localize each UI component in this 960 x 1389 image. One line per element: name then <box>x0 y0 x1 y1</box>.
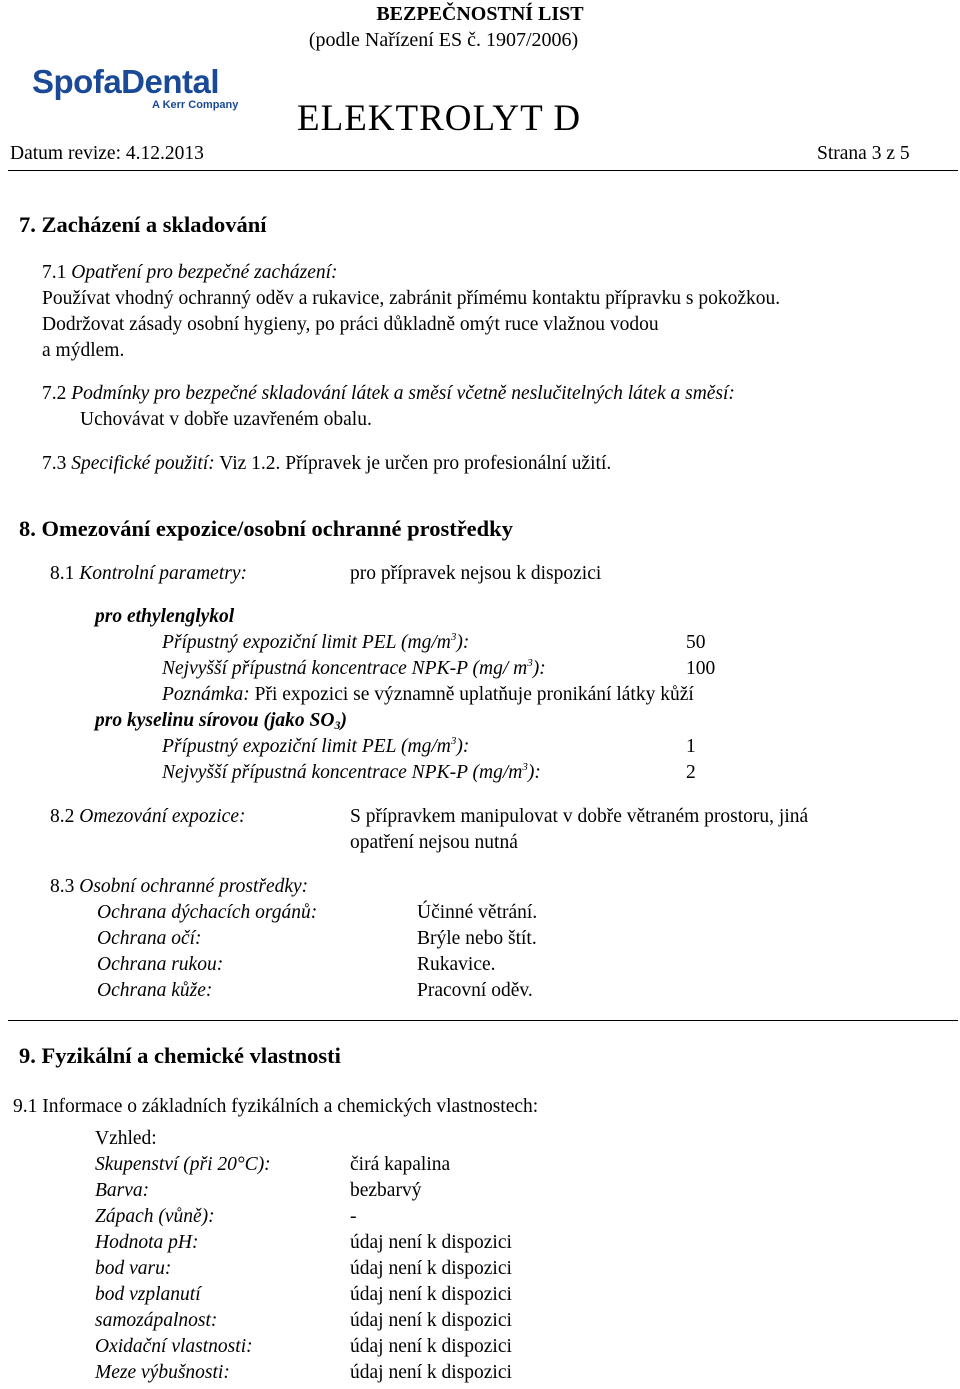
section-8-3-number: 8.3 <box>50 876 75 897</box>
doc-title: BEZPEČNOSTNÍ LIST <box>376 3 584 25</box>
note-label: Poznámka: <box>162 684 250 705</box>
regulation-subtitle: (podle Nařízení ES č. 1907/2006) <box>308 29 579 51</box>
section-8-title: 8. Omezování expozice/osobní ochranné prostředky <box>19 516 513 541</box>
property-value-oxidizing: údaj není k dispozici <box>350 1336 512 1357</box>
property-value-ph: údaj není k dispozici <box>350 1232 512 1253</box>
section-9-title: 9. Fyzikální a chemické vlastnosti <box>19 1043 341 1068</box>
property-label-boiling-point: bod varu: <box>95 1258 172 1279</box>
section-8-1-heading <box>50 563 247 585</box>
section-8-1-number: 8.1 <box>50 563 75 584</box>
appearance-label: Vzhled: <box>95 1128 157 1149</box>
section-7-3-text: Viz 1.2. Přípravek je určen pro profesionální užití. <box>219 453 612 474</box>
ethylene-glycol-npk-value: 100 <box>686 658 716 679</box>
ppe-hands-label: Ochrana rukou: <box>97 954 224 975</box>
property-value-color: bezbarvý <box>350 1180 422 1201</box>
sulfuric-acid-npk-label: Nejvyšší přípustná koncentrace NPK-P $(mg/m^3)$: <box>162 761 541 783</box>
company-logo <box>32 63 239 111</box>
section-7-1-line-3: a mýdlem. <box>42 340 125 361</box>
section-8-2-line-2: opatření nejsou nutná <box>350 832 518 853</box>
property-value-state: čirá kapalina <box>350 1154 451 1175</box>
section-7-1-label: Opatření pro bezpečné zacházení: <box>71 262 338 283</box>
section-8-2-line-1: S přípravkem manipulovat v dobře větraném prostoru, jiná <box>350 806 809 827</box>
section-9-1-label: Informace o základních fyzikálních a chemických vlastnostech: <box>42 1096 539 1117</box>
sulfuric-acid-pel-value: 1 <box>686 736 696 757</box>
property-label-explosive-limits: Meze výbušnosti: <box>95 1362 230 1383</box>
ethylene-glycol-npk-label: Nejvyšší přípustná koncentrace NPK-P (mg/ $m^3$): <box>162 657 546 679</box>
section-7-3-number: 7.3 <box>42 453 67 474</box>
property-value-explosive-limits: údaj není k dispozici <box>350 1362 512 1383</box>
property-label-state: Skupenství (při 20°C): <box>95 1154 271 1175</box>
product-name: ELEKTROLYT D <box>297 98 582 139</box>
ppe-skin-value: Pracovní oděv. <box>417 980 533 1001</box>
section-9-1-number: 9.1 <box>13 1096 38 1117</box>
section-7-2-number: 7.2 <box>42 383 67 404</box>
section-7-1-line-1: Používat vhodný ochranný oděv a rukavice, zabránit přímému kontaktu přípravku s pokožkou. <box>42 288 781 309</box>
property-label-odor: Zápach (vůně): <box>95 1206 215 1227</box>
property-value-autoignition: údaj není k dispozici <box>350 1310 512 1331</box>
section-7-1-heading <box>42 262 338 284</box>
section-8-2-label: Omezování expozice: <box>79 806 246 827</box>
section-8-3-heading <box>50 876 308 898</box>
ppe-skin-label: Ochrana kůže: <box>97 980 213 1001</box>
ethylene-glycol-pel-value: 50 <box>686 632 706 653</box>
section-7-2-text: Uchovávat v dobře uzavřeném obalu. <box>80 409 372 430</box>
section-8-divider <box>8 1020 958 1021</box>
property-label-color: Barva: <box>95 1180 150 1201</box>
property-value-flash-point: údaj není k dispozici <box>350 1284 512 1305</box>
page-info: Strana 3 z 5 <box>817 143 910 164</box>
section-7-2-label: Podmínky pro bezpečné skladování látek a směsí včetně neslučitelných látek a směsí: <box>71 383 735 404</box>
sulfuric-acid-title: pro kyselinu sírovou (jako $SO_3$) <box>95 710 347 732</box>
sulfuric-acid-npk-value: 2 <box>686 762 696 783</box>
ethylene-glycol-pel-label: Přípustný expoziční limit PEL $(mg/m^3)$: <box>162 631 470 653</box>
property-label-ph: Hodnota pH: <box>95 1232 199 1253</box>
logo-wordmark: SpofaDental <box>32 63 220 100</box>
section-7-1-line-2: Dodržovat zásady osobní hygieny, po práci důkladně omýt ruce vlažnou vodou <box>42 314 659 335</box>
logo-tagline: A Kerr Company <box>152 99 239 111</box>
ethylene-glycol-title: pro ethylenglykol <box>95 606 235 627</box>
ethylene-glycol-note <box>162 684 694 706</box>
section-7-title: 7. Zacházení a skladování <box>19 212 267 237</box>
property-label-flash-point: bod vzplanutí <box>95 1284 201 1305</box>
property-value-odor: - <box>350 1206 357 1227</box>
property-label-autoignition: samozápalnost: <box>95 1310 218 1331</box>
ppe-respiratory-label: Ochrana dýchacích orgánů: <box>97 902 318 923</box>
section-9-1-heading <box>13 1096 538 1118</box>
section-7-3-label: Specifické použití: <box>71 453 215 474</box>
section-7-2-heading <box>42 383 735 405</box>
section-8-2-number: 8.2 <box>50 806 75 827</box>
section-8-2-heading <box>50 806 245 828</box>
property-value-boiling-point: údaj není k dispozici <box>350 1258 512 1279</box>
section-7-3-line <box>42 453 611 475</box>
sulfuric-acid-pel-label: Přípustný expoziční limit PEL $(mg/m^3)$: <box>162 735 470 757</box>
ppe-eyes-label: Ochrana očí: <box>97 928 202 949</box>
ppe-eyes-value: Brýle nebo štít. <box>417 928 537 949</box>
ppe-hands-value: Rukavice. <box>417 954 496 975</box>
section-7-1-number: 7.1 <box>42 262 67 283</box>
header-divider <box>8 170 958 171</box>
ppe-respiratory-value: Účinné větrání. <box>417 902 538 923</box>
section-8-1-label: Kontrolní parametry: <box>79 563 247 584</box>
section-8-3-label: Osobní ochranné prostředky: <box>79 876 309 897</box>
property-label-oxidizing: Oxidační vlastnosti: <box>95 1336 253 1357</box>
revision-date: Datum revize: 4.12.2013 <box>10 143 204 164</box>
section-8-1-value: pro přípravek nejsou k dispozici <box>350 563 602 584</box>
note-text: Při expozici se významně uplatňuje pronikání látky kůží <box>254 684 694 705</box>
